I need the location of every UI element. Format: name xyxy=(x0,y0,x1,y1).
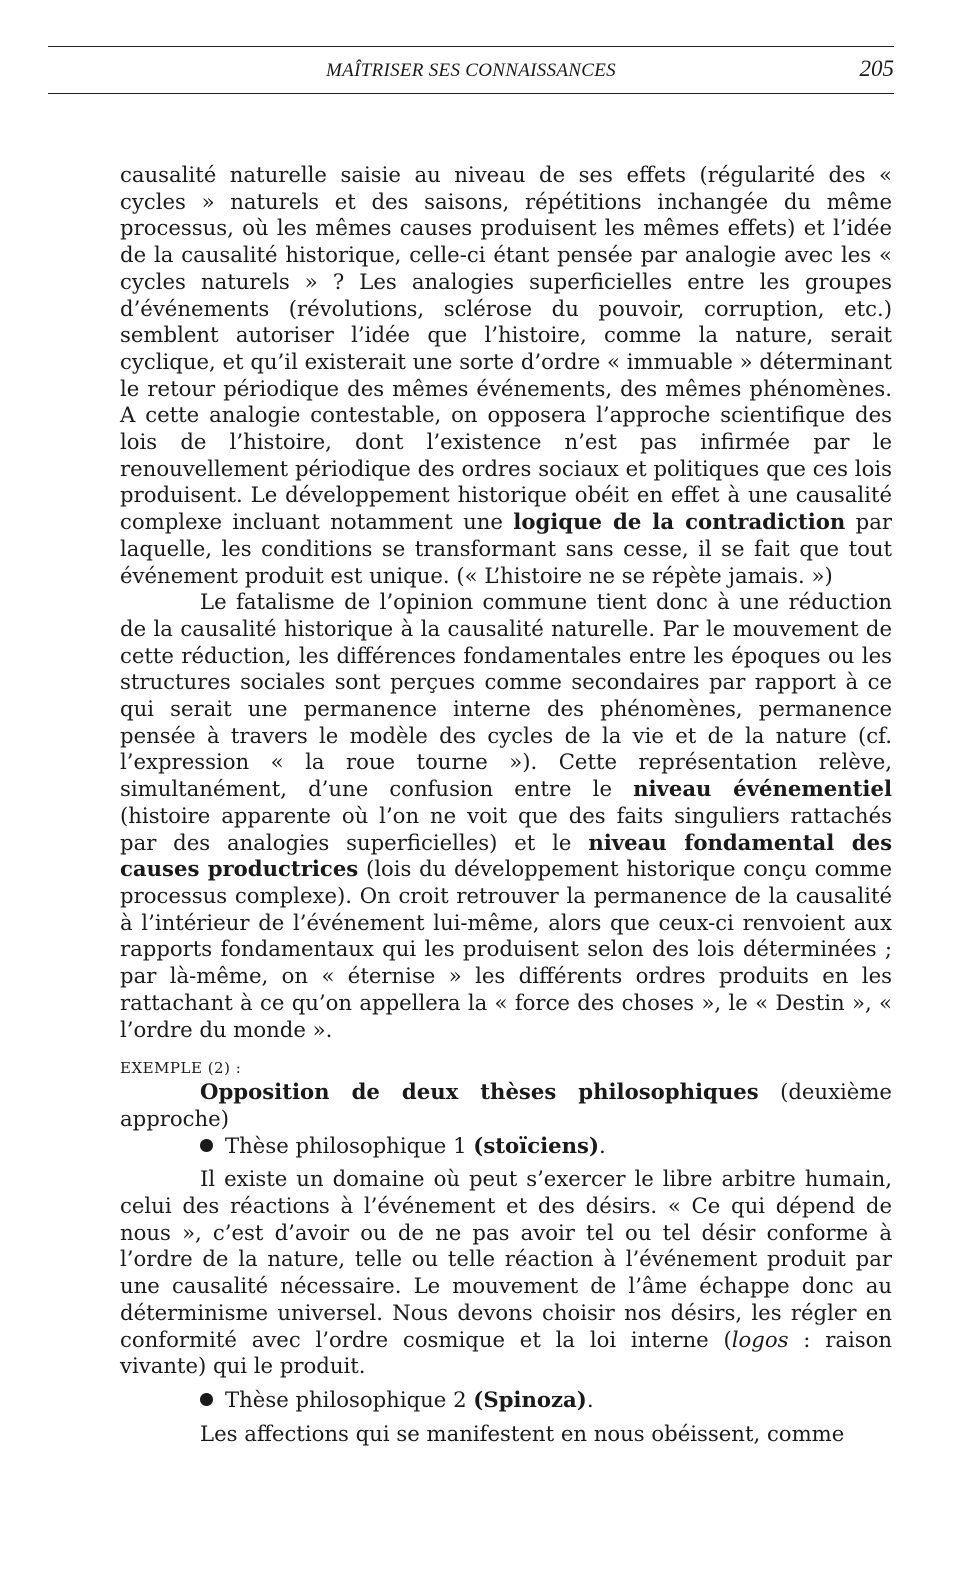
header-bottom-rule xyxy=(48,93,894,94)
example-heading: Opposition de deux thèses philosophiques (deuxième approche) xyxy=(120,1079,892,1131)
example-label: EXEMPLE (2) : xyxy=(120,1059,242,1078)
emphasis-niveau-fondamental: niveau fondamental des causes productrices xyxy=(120,829,892,882)
paragraph-continued: causalité naturelle saisie au niveau de ses effets (régularité des « cycles » naturels et des saisons, répétitions inchangée du même processus, où les mêmes causes produisent les mêmes effets) et l’idée de la causalité historique, celle-ci étant pensée par analogie avec les « cycles naturels » ? Les analogies superficielles entre les groupes d’événements (révolutions, sclérose du pouvoir, corruption, etc.) semblent autoriser l’idée que l’histoire, comme la nature, serait cyclique, et qu’il existerait une sorte d’ordre « immuable » déterminant le retour périodique des mêmes événements, des mêmes phénomènes. A cette analogie contestable, on opposera l’approche scientifique des lois de l’histoire, dont l’existence n’est pas infirmée par le renouvellement périodique des ordres sociaux et politiques que ces lois produisent. Le développement historique obéit en effet à une causalité complexe incluant notamment une logique de la contradiction par laquelle, les conditions se transformant sans cesse, il se fait que tout événement produit est unique. (« L’histoire ne se répète jamais. ») xyxy=(120,162,893,588)
bullet-icon xyxy=(200,1139,213,1152)
thesis-1-item: Thèse philosophique 1 (stoïciens). xyxy=(120,1133,892,1160)
running-title: MAÎTRISER SES CONNAISSANCES xyxy=(326,60,616,81)
running-header xyxy=(48,56,894,88)
header-top-rule xyxy=(48,46,894,47)
paragraph-fatalisme: Le fatalisme de l’opinion commune tient donc à une réduction de la causalité historique à la causalité naturelle. Par le mouvement de cette réduction, les différences fondamentales entre les époques ou les structures sociales sont perçues comme secondaires par rapport à ce qui serait une permanence interne des phénomènes, permanence pensée à travers le modèle des cycles de la vie et de la nature (cf. l’expression « la roue tourne »). Cette représentation relève, simultanément, d’une confusion entre le niveau événementiel (histoire apparente où l’on ne voit que des faits singuliers rattachés par des analogies superficielles) et le niveau fondamental des causes productrices (lois du développement historique conçu comme processus complexe). On croit retrouver la permanence de la causalité à l’intérieur de l’événement lui-même, alors que ceux-ci renvoient aux rapports fondamentaux qui les produisent selon des lois déterminées ; par là-même, on « éternise » les différents ordres produits en les rattachant à ce qu’on appellera la « force des choses », le « Destin », « l’ordre du monde ». xyxy=(120,589,893,1042)
paragraph-stoiciens: Il existe un domaine où peut s’exercer le libre arbitre humain, celui des réactions à l’événement et des désirs. « Ce qui dépend de nous », c’est d’avoir ou de ne pas avoir tel ou tel désir conforme à l’ordre de la nature, telle ou telle réaction à l’événement produit par une causalité nécessaire. Le mouvement de l’âme échappe donc au déterminisme universel. Nous devons choisir nos désirs, les régler en conformité avec l’ordre cosmique et la loi interne (logos : raison vivante) qui le produit. xyxy=(120,1166,893,1379)
emphasis-niveau-evenementiel: niveau événementiel xyxy=(633,776,893,802)
page-body xyxy=(120,162,892,1447)
emphasis-logique-contradiction: logique de la contradiction xyxy=(513,509,846,535)
page-number: 205 xyxy=(859,56,894,81)
paragraph-spinoza: Les affections qui se manifestent en nous obéissent, comme xyxy=(200,1420,845,1446)
bullet-icon xyxy=(200,1393,213,1406)
thesis-2-item: Thèse philosophique 2 (Spinoza). xyxy=(120,1387,892,1414)
